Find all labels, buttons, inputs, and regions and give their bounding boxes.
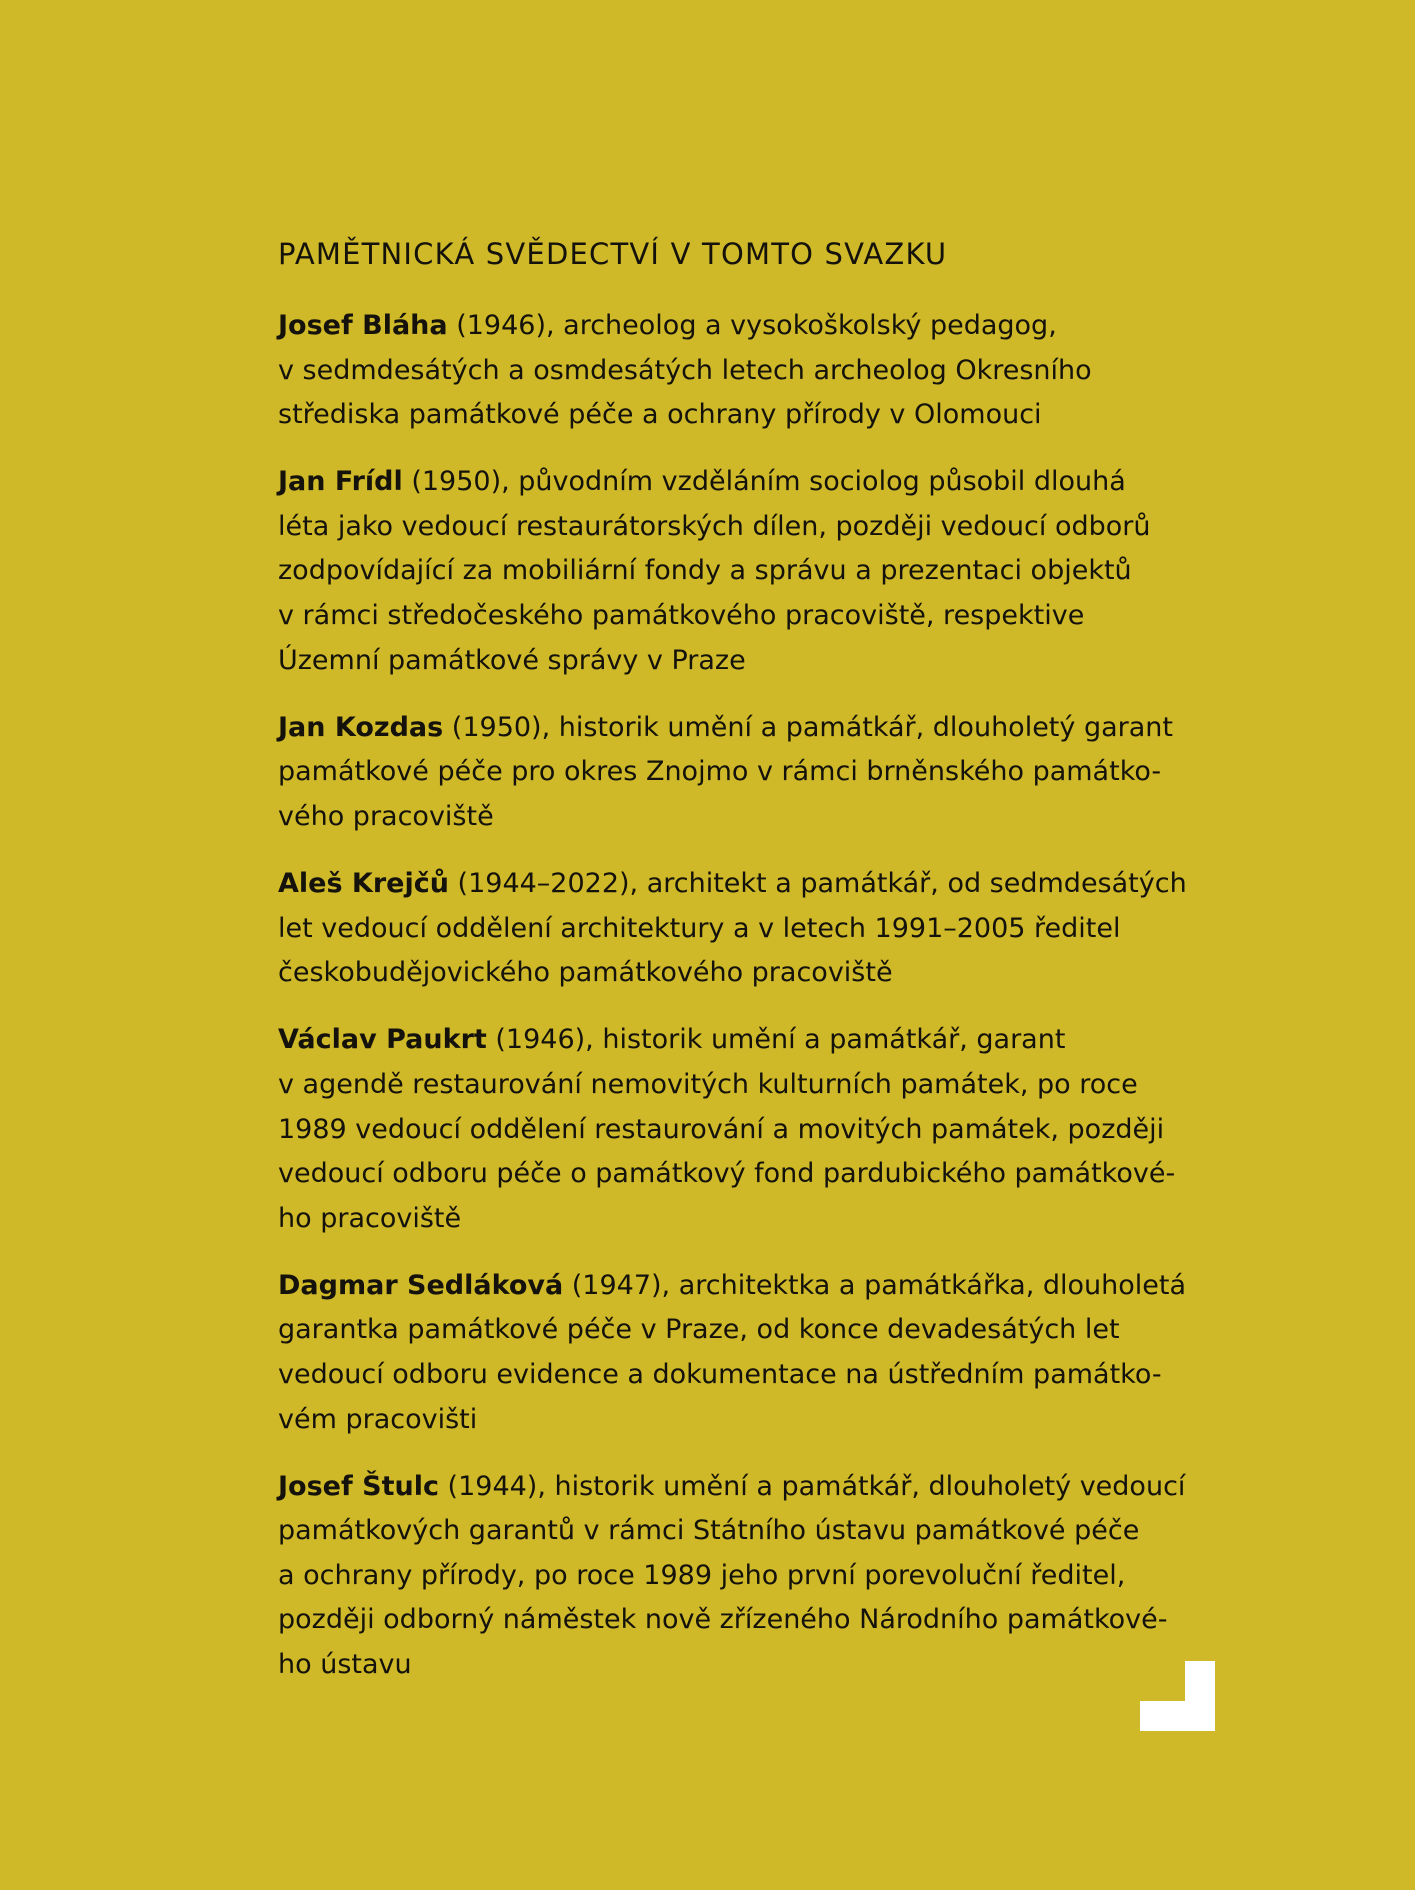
- entry-line: střediska památkové péče a ochrany přírody v Olomouci: [278, 399, 1042, 431]
- entry-name: Josef Štulc: [278, 1470, 439, 1502]
- entry-line: Územní památkové správy v Praze: [278, 644, 746, 676]
- entry-first-line-rest: (1947), architektka a památkářka, dlouholetá: [563, 1269, 1187, 1301]
- entry-name: Jan Frídl: [278, 466, 403, 498]
- entry-name: Václav Paukrt: [278, 1024, 487, 1056]
- entry-name: Dagmar Sedláková: [278, 1269, 564, 1301]
- entry-line: vedoucí odboru evidence a dokumentace na ústředním památko-: [278, 1358, 1162, 1390]
- entry-ales-krejcu: [278, 862, 1187, 996]
- entry-first-line: [278, 1264, 1187, 1309]
- entry-first-line: [278, 460, 1158, 505]
- entry-line: vého pracoviště: [278, 800, 494, 832]
- entry-name: Aleš Krejčů: [278, 868, 449, 900]
- entry-josef-stulc: [278, 1465, 1186, 1688]
- entry-line: a ochrany přírody, po roce 1989 jeho první porevoluční ředitel,: [278, 1559, 1126, 1591]
- entry-first-line-rest: (1944–2022), architekt a památkář, od sedmdesátých: [448, 868, 1187, 900]
- entry-line: v sedmdesátých a osmdesátých letech archeolog Okresního: [278, 354, 1092, 386]
- entry-line: památkových garantů v rámci Státního ústavu památkové péče: [278, 1515, 1140, 1547]
- entry-line: českobudějovického památkového pracoviště: [278, 957, 893, 989]
- entry-dagmar-sedlakova: [278, 1264, 1187, 1442]
- entry-first-line: [278, 304, 1158, 349]
- entry-line: ho pracoviště: [278, 1202, 462, 1234]
- entry-josef-blaha: [278, 304, 1158, 438]
- entry-line: v rámci středočeského památkového pracoviště, respektive: [278, 600, 1085, 632]
- entry-line: památkové péče pro okres Znojmo v rámci brněnského památko-: [278, 756, 1162, 788]
- page-heading: PAMĚTNICKÁ SVĚDECTVÍ V TOMTO SVAZKU: [278, 237, 948, 271]
- entry-line: později odborný náměstek nově zřízeného Národního památkové-: [278, 1604, 1168, 1636]
- entry-name: Jan Kozdas: [278, 711, 444, 743]
- entry-first-line: [278, 862, 1187, 907]
- entry-first-line: [278, 706, 1173, 751]
- entry-first-line-rest: (1946), archeolog a vysokoškolský pedagog,: [447, 310, 1057, 341]
- entry-line: ho ústavu: [278, 1649, 412, 1681]
- entry-line: zodpovídající za mobiliární fondy a správu a prezentaci objektů: [278, 555, 1132, 587]
- entry-first-line: [278, 1018, 1158, 1063]
- entry-first-line: [278, 1465, 1186, 1510]
- entry-vaclav-paukrt: [278, 1018, 1176, 1241]
- entry-line: 1989 vedoucí oddělení restaurování a movitých památek, později: [278, 1113, 1165, 1145]
- entry-line: let vedoucí oddělení architektury a v letech 1991–2005 ředitel: [278, 912, 1121, 944]
- entry-line: vém pracovišti: [278, 1403, 478, 1435]
- corner-bracket-icon: [1140, 1661, 1215, 1731]
- page-content: [278, 232, 1187, 1710]
- entry-first-line-rest: (1950), původním vzděláním sociolog působil dlouhá: [402, 466, 1126, 498]
- entry-line: léta jako vedoucí restaurátorských dílen, později vedoucí odborů: [278, 510, 1151, 542]
- entry-first-line-rest: (1950), historik umění a památkář, dlouholetý garant: [443, 711, 1173, 743]
- entry-line: garantka památkové péče v Praze, od konce devadesátých let: [278, 1314, 1120, 1346]
- entry-name: Josef Bláha: [278, 310, 448, 341]
- entry-first-line-rest: (1946), historik umění a památkář, garant: [486, 1024, 1066, 1056]
- entry-line: v agendě restaurování nemovitých kulturních památek, po roce: [278, 1068, 1138, 1100]
- entry-jan-kozdas: [278, 706, 1173, 840]
- entry-first-line-rest: (1944), historik umění a památkář, dlouholetý vedoucí: [438, 1470, 1186, 1502]
- entry-jan-fridl: [278, 460, 1158, 683]
- entry-line: vedoucí odboru péče o památkový fond pardubického památkové-: [278, 1158, 1176, 1190]
